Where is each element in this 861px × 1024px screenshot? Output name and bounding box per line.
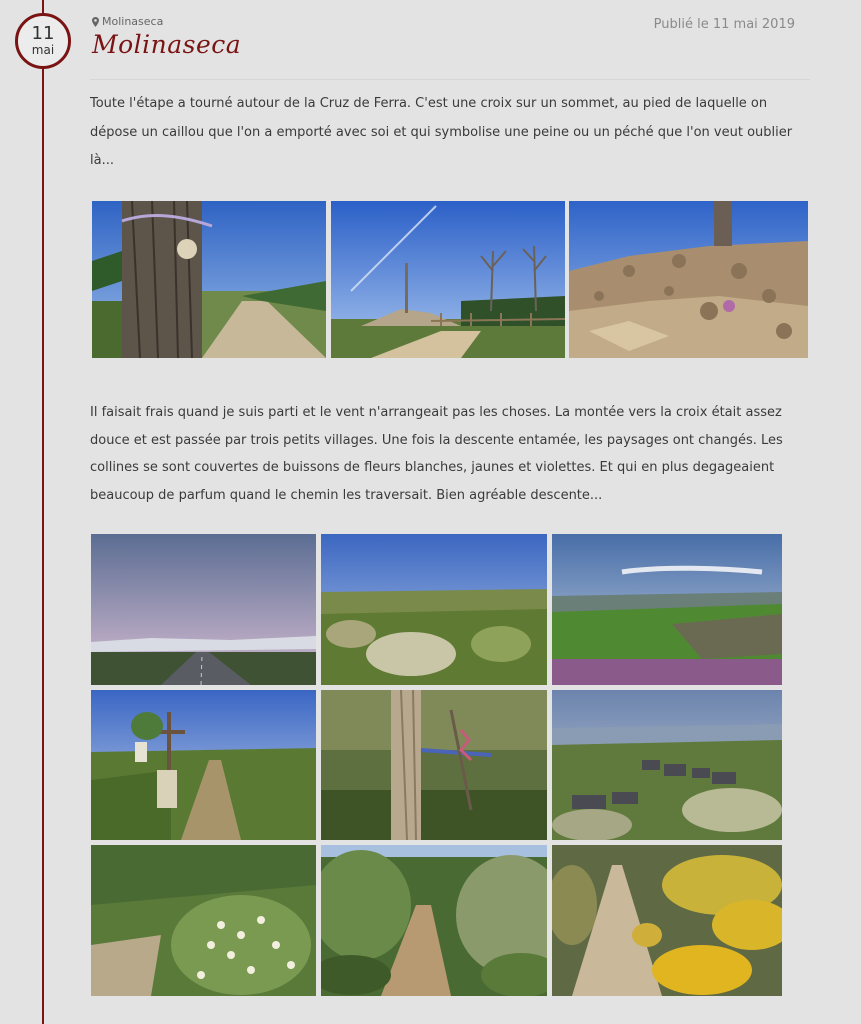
photo-fence-ribbons[interactable] [321,690,547,840]
map-pin-icon [92,17,99,27]
published-date: Publié le 11 mai 2019 [653,17,795,32]
photo-misty-road[interactable] [91,534,316,685]
date-month: mai [31,43,55,57]
photo-meadow-shrubs[interactable] [321,534,547,685]
location-label: Molinaseca [102,15,164,28]
location [92,15,163,28]
photo-village-hillside[interactable] [552,690,782,840]
post-title[interactable]: Molinaseca [92,30,242,59]
photo-forest-trail[interactable] [321,845,547,996]
photo-wooden-cross-path[interactable] [91,690,316,840]
timeline-line [42,0,44,1024]
photo-green-valley[interactable] [552,534,782,685]
divider [90,79,810,80]
photo-stone-pile[interactable] [569,201,808,358]
paragraph-descent: Il faisait frais quand je suis parti et le vent n'arrangeait pas les choses. La montée vers la croix était assez douce et est passée par trois petits villages. Une fois la descente entamée, les paysages ont changés. Les collines se sont couvertes de buissons de fleurs blanches, jaunes et violettes. Et qui en plus degageaient beaucoup de parfum quand le chemin les traversait. Bien agréable descente... [90,405,783,503]
paragraph-intro: Toute l'étape a tourné autour de la Cruz de Ferra. C'est une croix sur un sommet, au pied de laquelle on dépose un caillou que l'on a emporté avec soi et qui symbolise une peine ou un péché que l'on veut oublier là... [90,96,793,168]
photo-yellow-broom-trail[interactable] [552,845,782,996]
date-badge [15,13,71,69]
photo-cross-pole-closeup[interactable] [92,201,326,358]
date-day: 11 [31,23,55,44]
photo-cross-on-mound[interactable] [331,201,565,358]
photo-white-flowers-path[interactable] [91,845,316,996]
